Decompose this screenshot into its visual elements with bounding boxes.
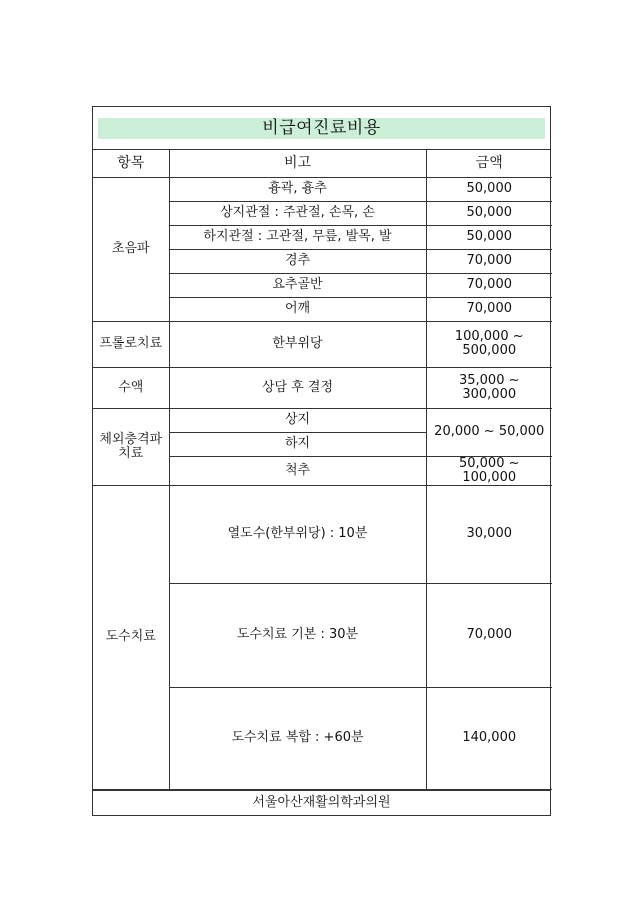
row-price: 70,000 bbox=[426, 583, 552, 687]
row-note: 상담 후 결정 bbox=[169, 367, 426, 408]
clinic-name-footer: 서울아산재활의학과의원 bbox=[93, 790, 550, 815]
row-note: 한부위당 bbox=[169, 321, 426, 367]
row-note: 도수치료 기본 : 30분 bbox=[169, 583, 426, 687]
price-line: 500,000 bbox=[462, 343, 517, 358]
row-note: 요추골반 bbox=[169, 273, 426, 297]
price-line: 100,000 ~ bbox=[454, 329, 524, 344]
table-row bbox=[93, 367, 552, 408]
price-sheet bbox=[92, 106, 551, 816]
price-line: 100,000 bbox=[462, 469, 517, 485]
row-price: 50,000 bbox=[426, 177, 552, 201]
row-note: 흉곽, 흉추 bbox=[169, 177, 426, 201]
category-label-line: 체외충격파 bbox=[99, 431, 163, 447]
row-note: 열도수(한부위당) : 10분 bbox=[169, 485, 426, 583]
row-price: 70,000 bbox=[426, 249, 552, 273]
price-line: 300,000 bbox=[462, 386, 517, 402]
table-header-row bbox=[93, 150, 552, 177]
header-item: 항목 bbox=[93, 150, 169, 177]
category-eswt bbox=[93, 408, 169, 485]
row-note: 하지관절 : 고관절, 무릎, 발목, 발 bbox=[169, 225, 426, 249]
price-line: 50,000 ~ bbox=[458, 455, 520, 471]
price-line: 35,000 ~ bbox=[458, 372, 520, 388]
row-note: 도수치료 복합 : +60분 bbox=[169, 687, 426, 789]
row-price: 140,000 bbox=[426, 687, 552, 789]
row-price: 70,000 bbox=[426, 297, 552, 321]
category-prolo: 프롤로치료 bbox=[93, 321, 169, 367]
header-note: 비고 bbox=[169, 150, 426, 177]
row-price: 50,000 bbox=[426, 201, 552, 225]
page-title: 비급여진료비용 bbox=[98, 118, 545, 139]
table-row bbox=[93, 485, 552, 583]
table-row bbox=[93, 408, 552, 432]
row-note: 경추 bbox=[169, 249, 426, 273]
row-price bbox=[426, 321, 552, 367]
category-iv: 수액 bbox=[93, 367, 169, 408]
price-table bbox=[93, 150, 552, 790]
table-row bbox=[93, 321, 552, 367]
row-price bbox=[426, 367, 552, 408]
category-label-line: 치료 bbox=[118, 445, 144, 461]
row-note: 상지 bbox=[169, 408, 426, 432]
header-price: 금액 bbox=[426, 150, 552, 177]
row-price: 20,000 ~ 50,000 bbox=[426, 408, 552, 456]
table-row bbox=[93, 177, 552, 201]
row-note: 어깨 bbox=[169, 297, 426, 321]
title-section bbox=[93, 107, 550, 150]
row-price bbox=[426, 456, 552, 485]
row-price: 50,000 bbox=[426, 225, 552, 249]
row-price: 70,000 bbox=[426, 273, 552, 297]
row-note: 상지관절 : 주관절, 손목, 손 bbox=[169, 201, 426, 225]
category-ultrasound: 초음파 bbox=[93, 177, 169, 321]
category-manual: 도수치료 bbox=[93, 485, 169, 789]
row-price: 30,000 bbox=[426, 485, 552, 583]
row-note: 하지 bbox=[169, 432, 426, 456]
row-note: 척추 bbox=[169, 456, 426, 485]
